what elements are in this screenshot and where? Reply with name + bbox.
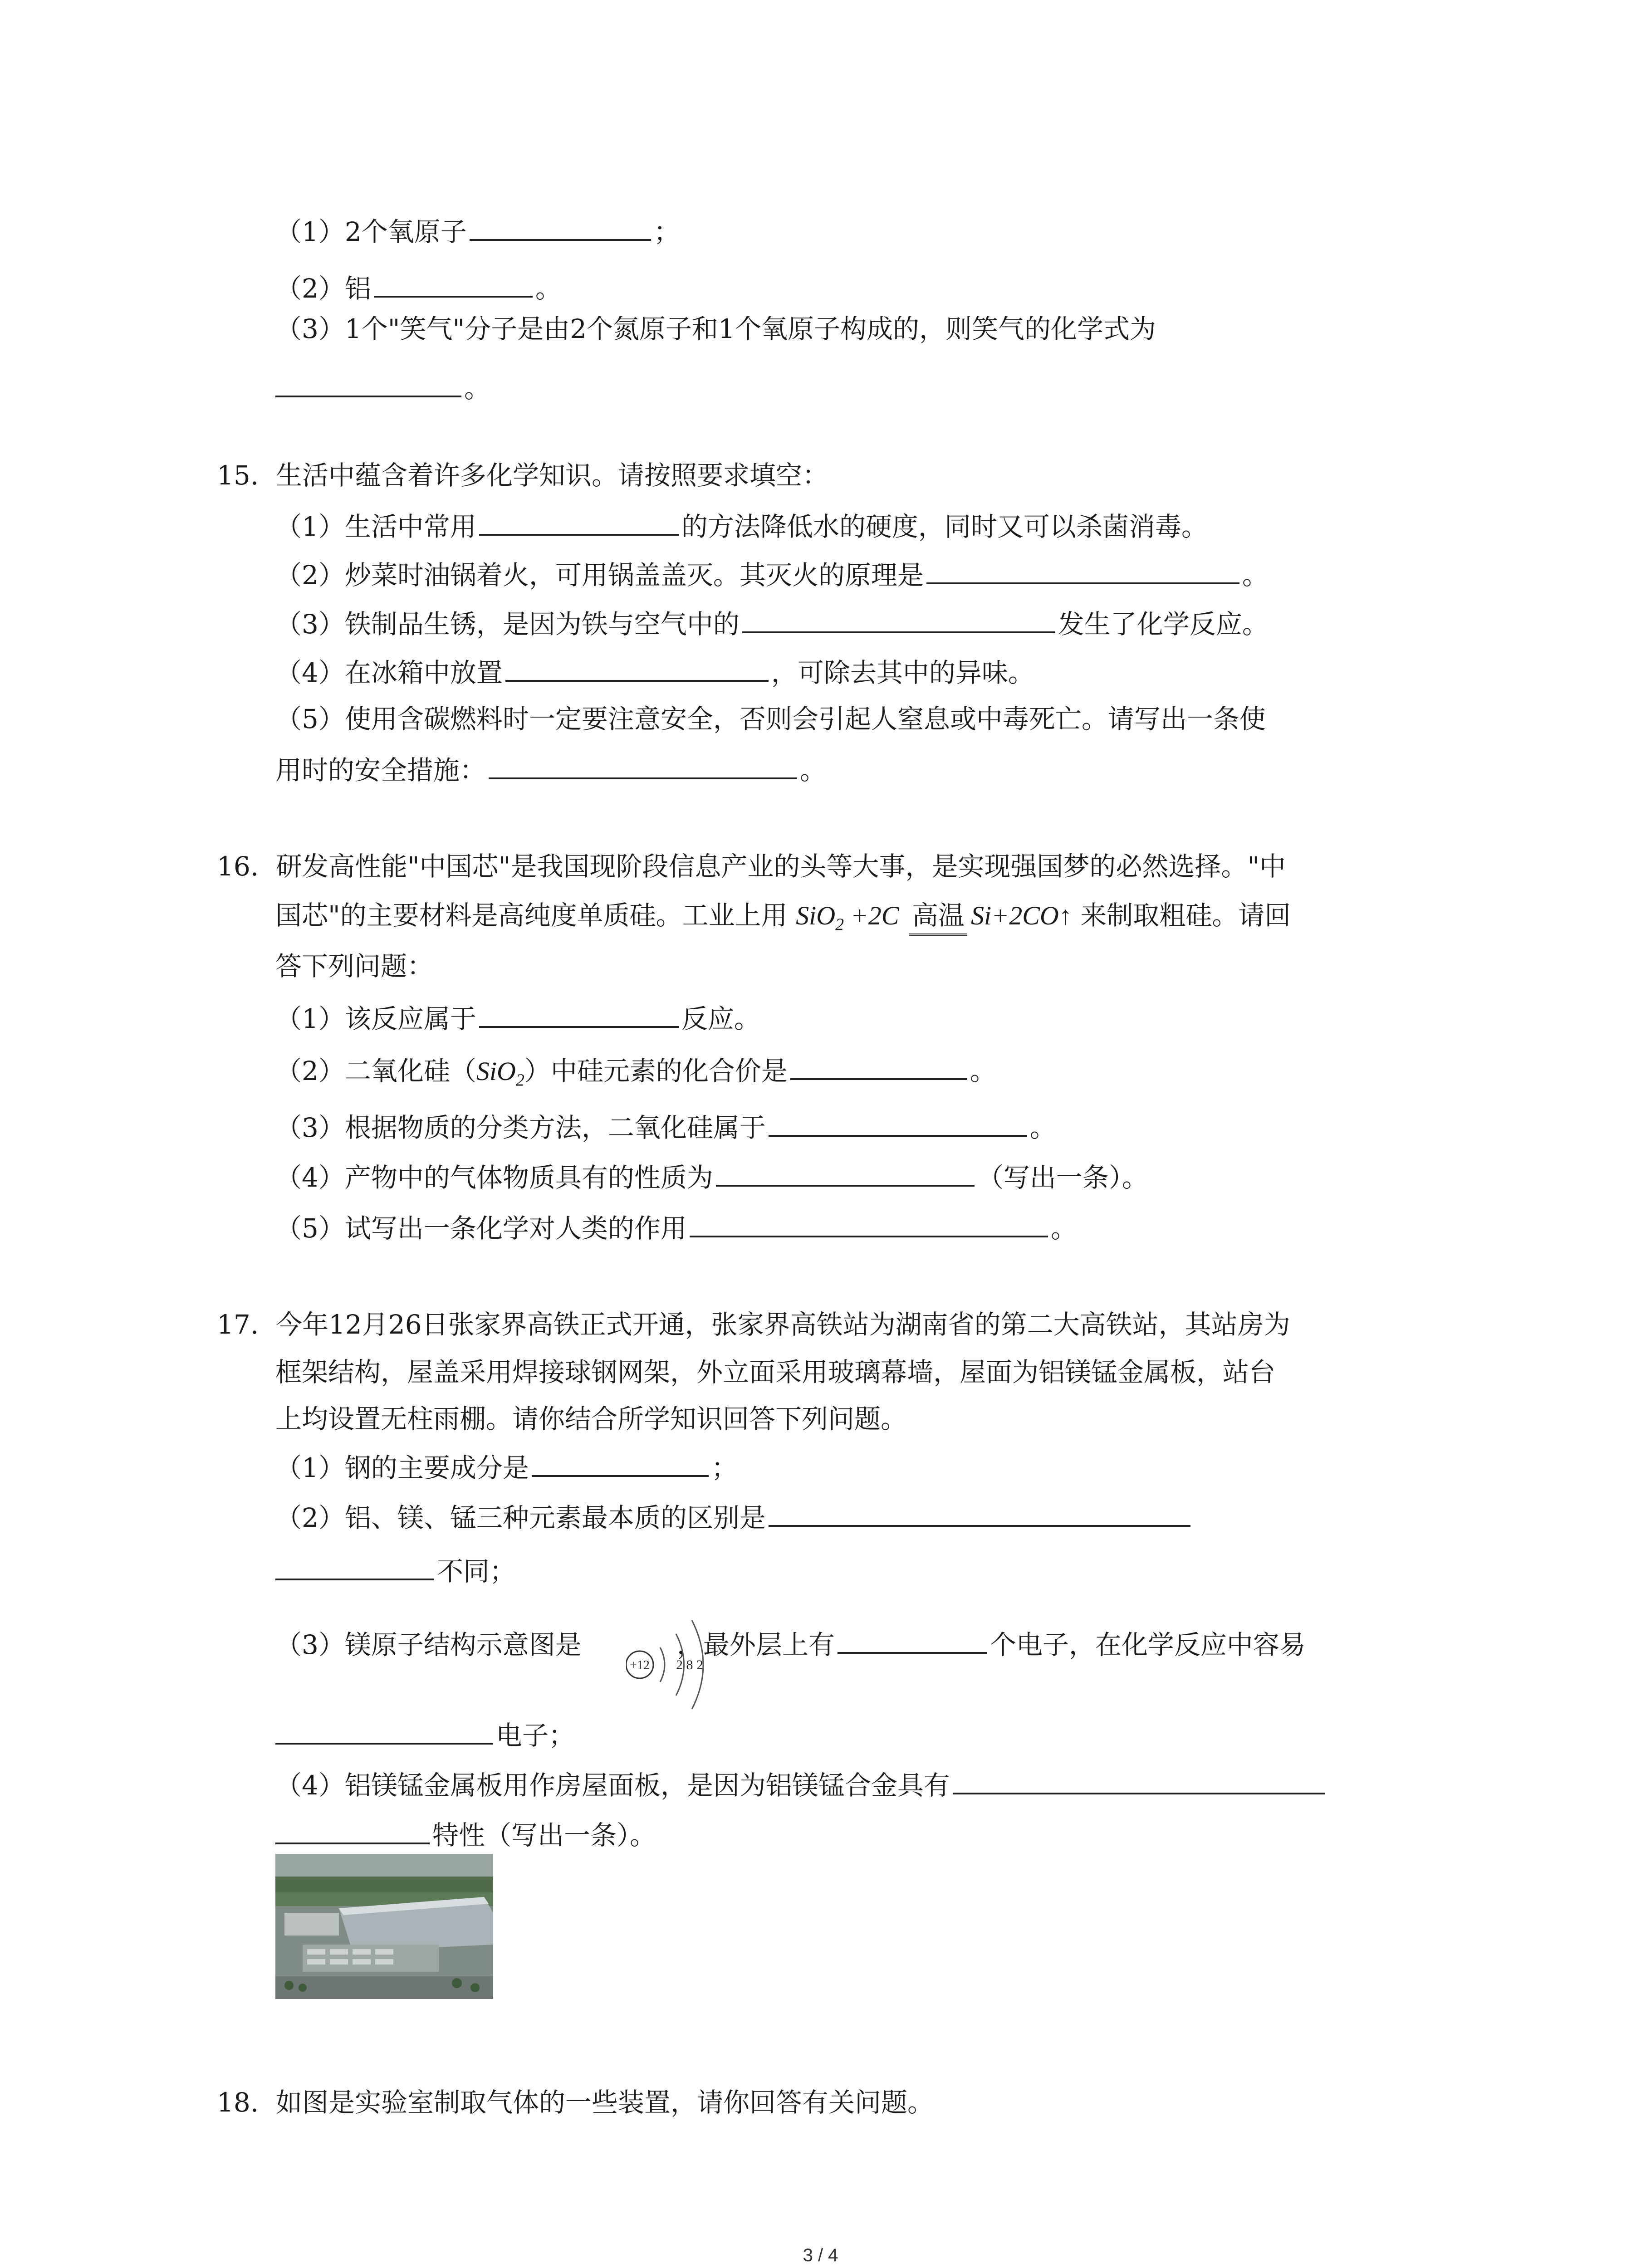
question-number: 16. [217, 851, 259, 882]
q16-stem-line-3: 答下列问题： [275, 951, 434, 982]
q17-stem-line-3: 上均设置无柱雨棚。请你结合所学知识回答下列问题。 [275, 1403, 907, 1434]
nucleus-charge: +12 [630, 1658, 650, 1672]
high-speed-rail-station-photo [275, 1854, 493, 1999]
q17-item-3-cont: 电子； [275, 1715, 575, 1754]
q17-item-2-cont: 不同； [275, 1550, 516, 1589]
q16-item-4: （4）产物中的气体物质具有的性质为 （写出一条）。 [275, 1157, 1148, 1196]
answer-blank[interactable] [275, 1550, 434, 1580]
reaction-condition: 高温 [909, 897, 967, 936]
question-number: 15. [217, 460, 259, 491]
q14-item-3-cont: 。 [275, 367, 490, 406]
page-number: 3 / 4 [803, 2245, 838, 2265]
question-number: 18. [217, 2087, 259, 2118]
question-number: 17. [217, 1309, 259, 1340]
q15-item-5-cont: 用时的安全措施： 。 [275, 749, 826, 788]
q17-item-3: （3）镁原子结构示意图是 ，最外层上有 个电子，在化学反应中容易 [275, 1624, 1306, 1663]
q15-item-4: （4）在冰箱中放置 ，可除去其中的异味。 [275, 652, 1034, 691]
answer-blank[interactable] [479, 506, 679, 536]
answer-blank[interactable] [769, 1107, 1027, 1137]
electron-shell-1 [660, 1647, 665, 1682]
chemical-equation: SiO$_2$ +2C [796, 901, 906, 934]
q18-stem: 18. 如图是实验室制取气体的一些装置，请你回答有关问题。 [217, 2084, 934, 2121]
q15-item-3: （3）铁制品生锈，是因为铁与空气中的 发生了化学反应。 [275, 603, 1269, 642]
station-photo-image [275, 1854, 493, 1999]
q17-stem-line-2: 框架结构，屋盖采用焊接球钢网架，外立面采用玻璃幕墙，屋面为铝镁锰金属板，站台 [275, 1357, 1276, 1388]
answer-blank[interactable] [470, 211, 651, 241]
q14-item-3: （3）1个"笑气"分子是由2个氮原子和1个氧原子构成的，则笑气的化学式为 [275, 313, 1156, 344]
answer-blank[interactable] [926, 554, 1239, 584]
q16-stem-line-2: 国芯"的主要材料是高纯度单质硅。工业上用 SiO$_2$ +2C 高温 Si+2CO↑ 来制取粗硅。请回 [275, 897, 1291, 943]
q16-item-3: （3）根据物质的分类方法，二氧化硅属于 。 [275, 1107, 1056, 1146]
answer-blank[interactable] [275, 367, 461, 397]
q16-item-1: （1）该反应属于 反应。 [275, 998, 760, 1037]
q15-item-1: （1）生活中常用 的方法降低水的硬度，同时又可以杀菌消毒。 [275, 506, 1208, 545]
q17-item-2: （2）铝、镁、锰三种元素最本质的区别是 [275, 1497, 1193, 1536]
answer-blank[interactable] [275, 1715, 493, 1745]
answer-blank[interactable] [790, 1050, 967, 1080]
magnesium-atom-structure-diagram [626, 1615, 735, 1715]
q14-item-1: （1）2个氧原子 ； [275, 211, 680, 250]
q16-item-2: （2）二氧化硅（SiO$_2$）中硅元素的化合价是 。 [275, 1050, 996, 1099]
q14-item-2: （2）铝 。 [275, 268, 562, 307]
answer-blank[interactable] [690, 1207, 1048, 1237]
q17-stem-line-1: 17. 今年12月26日张家界高铁正式开通，张家界高铁站为湖南省的第二大高铁站，其站房为 [217, 1306, 1290, 1343]
q17-item-1: （1）钢的主要成分是 ； [275, 1447, 738, 1486]
answer-blank[interactable] [769, 1497, 1190, 1527]
answer-blank[interactable] [374, 268, 533, 298]
q15-item-2: （2）炒菜时油锅着火，可用锅盖盖灭。其灭火的原理是 。 [275, 554, 1269, 593]
shell-electron-counts: 2 8 2 [676, 1657, 703, 1672]
q16-stem-line-1: 16. 研发高性能"中国芯"是我国现阶段信息产业的头等大事，是实现强国梦的必然选择。"中 [217, 848, 1286, 885]
answer-blank[interactable] [532, 1447, 709, 1477]
answer-blank[interactable] [479, 998, 679, 1028]
answer-blank[interactable] [838, 1624, 987, 1654]
answer-blank[interactable] [489, 749, 797, 779]
q17-item-4-cont: 特性（写出一条）。 [275, 1814, 656, 1853]
answer-blank[interactable] [742, 603, 1055, 633]
answer-blank[interactable] [275, 1814, 430, 1844]
q17-item-4: （4）铝镁锰金属板用作房屋面板，是因为铝镁锰合金具有 [275, 1765, 1327, 1804]
answer-blank[interactable] [953, 1765, 1325, 1794]
q15-stem: 15. 生活中蕴含着许多化学知识。请按照要求填空： [217, 457, 828, 494]
q16-item-5: （5）试写出一条化学对人类的作用 。 [275, 1207, 1077, 1246]
q15-item-5: （5）使用含碳燃料时一定要注意安全，否则会引起人窒息或中毒死亡。请写出一条使 [275, 704, 1266, 734]
answer-blank[interactable] [505, 652, 769, 682]
answer-blank[interactable] [716, 1157, 975, 1187]
